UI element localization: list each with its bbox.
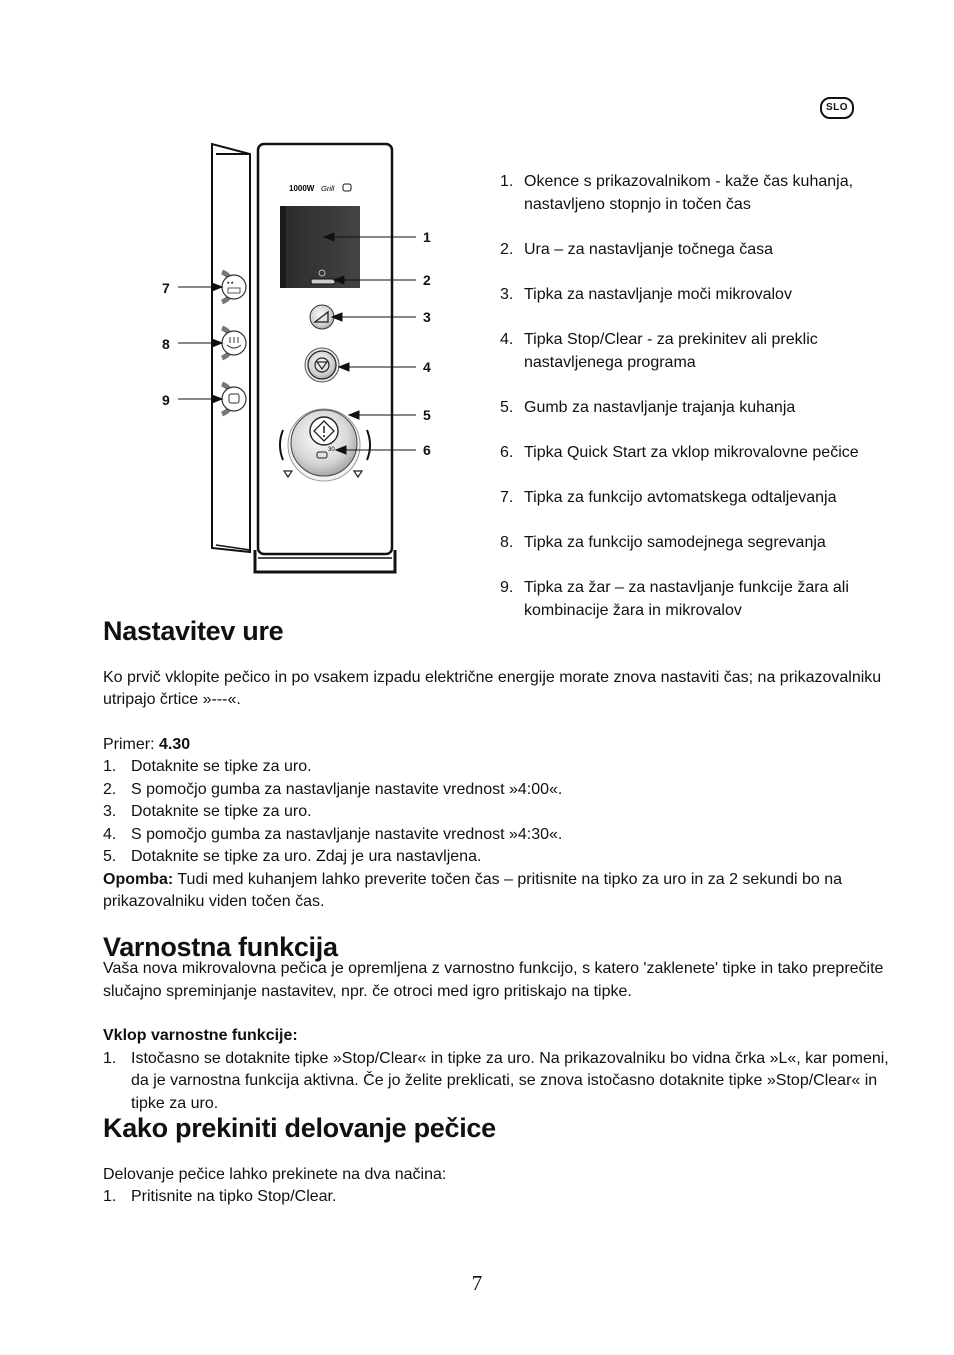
control-panel-illustration <box>150 140 450 580</box>
legend-item <box>500 238 890 261</box>
legend-num: 1. <box>500 173 514 190</box>
legend-text: Ura – za nastavljanje točnega časa <box>524 241 774 258</box>
legend-num: 7. <box>500 489 514 506</box>
safety-intro: Vaša nova mikrovalovna pečica je opremljena z varnostno funkcijo, s katero 'zaklenete' tipke in tako preprečite slučajno spreminjanje nastavitev, npr. če otroci med igro pritiskajo na tipke. <box>103 960 884 1000</box>
main-content <box>103 616 893 1209</box>
legend-text: Okence s prikazovalnikom - kaže čas kuhanja, nastavljeno stopnjo in točen čas <box>524 173 854 213</box>
legend-text: Tipka Quick Start za vklop mikrovalovne pečice <box>524 444 859 461</box>
legend-text: Tipka za funkcijo samodejnega segrevanja <box>524 534 826 551</box>
example-line <box>103 734 893 757</box>
step-num: 1. <box>103 1049 117 1067</box>
step-num: 4. <box>103 825 117 843</box>
page-number: 7 <box>471 1271 483 1295</box>
step-num: 1. <box>103 1188 117 1205</box>
legend-text: Tipka za nastavljanje moči mikrovalov <box>524 286 792 303</box>
step-text: Istočasno se dotaknite tipke »Stop/Clear« in tipke za uro. Na prikazovalniku bo vidna črka »L«, kar pomeni, da je varnostna funkcija aktivna. Če jo želite preklicati, se znova istočasno dotaknite tipke »Stop/Clear« in tipke za uro. <box>131 1049 889 1112</box>
stop-steps <box>103 1186 893 1209</box>
safety-subheading: Vklop varnostne funkcije: <box>103 1027 298 1044</box>
callout-4: 4 <box>423 359 431 375</box>
svg-text:30: 30 <box>328 447 335 453</box>
clock-steps <box>103 756 893 869</box>
legend-text: Gumb za nastavljanje trajanja kuhanja <box>524 399 796 416</box>
step-text: S pomočjo gumba za nastavljanje nastavite vrednost »4:30«. <box>131 825 563 843</box>
section-heading-clock: Nastavitev ure <box>103 616 284 646</box>
step-item <box>103 846 893 869</box>
grill-button <box>222 387 246 411</box>
clock-intro: Ko prvič vklopite pečico in po vsakem izpadu električne energije morate znova nastaviti čas; na prikazovalniku utripajo črtice »---«. <box>103 668 882 708</box>
callout-3: 3 <box>423 309 431 325</box>
legend-num: 4. <box>500 331 514 348</box>
note-text: Tudi med kuhanjem lahko preverite točen čas – pritisnite na tipko za uro in za 2 sekundi bo na prikazovalniku viden točen čas. <box>103 870 843 910</box>
step-text: Dotaknite se tipke za uro. <box>131 758 312 775</box>
callout-9: 9 <box>162 392 170 408</box>
step-item <box>103 779 893 802</box>
legend-num: 5. <box>500 399 514 416</box>
language-badge: SLO <box>820 97 854 119</box>
example-value: 4.30 <box>159 735 191 753</box>
legend-item <box>500 328 890 374</box>
control-panel-diagram <box>150 140 450 580</box>
legend-item <box>500 170 890 216</box>
legend-item <box>500 531 890 554</box>
defrost-button <box>222 275 246 299</box>
legend-item <box>500 396 890 419</box>
step-item <box>103 824 893 847</box>
note-label: Opomba: <box>103 870 174 888</box>
step-item <box>103 1048 893 1116</box>
safety-steps <box>103 1048 893 1116</box>
legend-list <box>500 170 890 644</box>
step-item <box>103 1186 893 1209</box>
step-num: 5. <box>103 848 117 865</box>
clock-button <box>311 279 335 284</box>
example-label: Primer: <box>103 735 159 753</box>
legend-num: 3. <box>500 286 514 303</box>
callout-1: 1 <box>423 229 431 245</box>
panel-brand: 1000W <box>289 184 315 193</box>
legend-item <box>500 441 890 464</box>
step-text: Dotaknite se tipke za uro. <box>131 803 312 820</box>
legend-num: 8. <box>500 534 514 551</box>
legend-text: Tipka Stop/Clear - za prekinitev ali preklic nastavljenega programa <box>524 331 818 371</box>
legend-item <box>500 486 890 509</box>
section-heading-safety: Varnostna funkcija <box>103 931 338 962</box>
callout-2: 2 <box>423 272 431 288</box>
legend-item <box>500 283 890 306</box>
legend-num: 9. <box>500 579 514 596</box>
legend-item <box>500 576 890 622</box>
stop-intro: Delovanje pečice lahko prekinete na dva načina: <box>103 1165 447 1183</box>
step-num: 3. <box>103 803 117 820</box>
step-num: 1. <box>103 758 117 775</box>
step-text: Dotaknite se tipke za uro. Zdaj je ura nastavljena. <box>131 848 482 865</box>
legend-num: 6. <box>500 444 514 461</box>
clock-note <box>103 869 893 914</box>
section-heading-stop: Kako prekiniti delovanje pečice <box>103 1113 496 1143</box>
callout-7: 7 <box>162 280 170 296</box>
stop-clear-button <box>308 351 336 379</box>
legend-num: 2. <box>500 241 514 258</box>
panel-mode: Grill <box>321 184 335 193</box>
legend-text: Tipka za žar – za nastavljanje funkcije žara ali kombinacije žara in mikrovalov <box>524 579 849 619</box>
legend-text: Tipka za funkcijo avtomatskega odtaljevanja <box>524 489 837 506</box>
svg-text:* *: * * <box>227 282 234 288</box>
step-text: S pomočjo gumba za nastavljanje nastavite vrednost »4:00«. <box>131 780 563 798</box>
step-text: Pritisnite na tipko Stop/Clear. <box>131 1188 337 1205</box>
callout-8: 8 <box>162 336 170 352</box>
step-item <box>103 756 893 779</box>
callout-6: 6 <box>423 442 431 458</box>
step-item <box>103 801 893 824</box>
callout-5: 5 <box>423 407 431 423</box>
step-num: 2. <box>103 780 117 798</box>
